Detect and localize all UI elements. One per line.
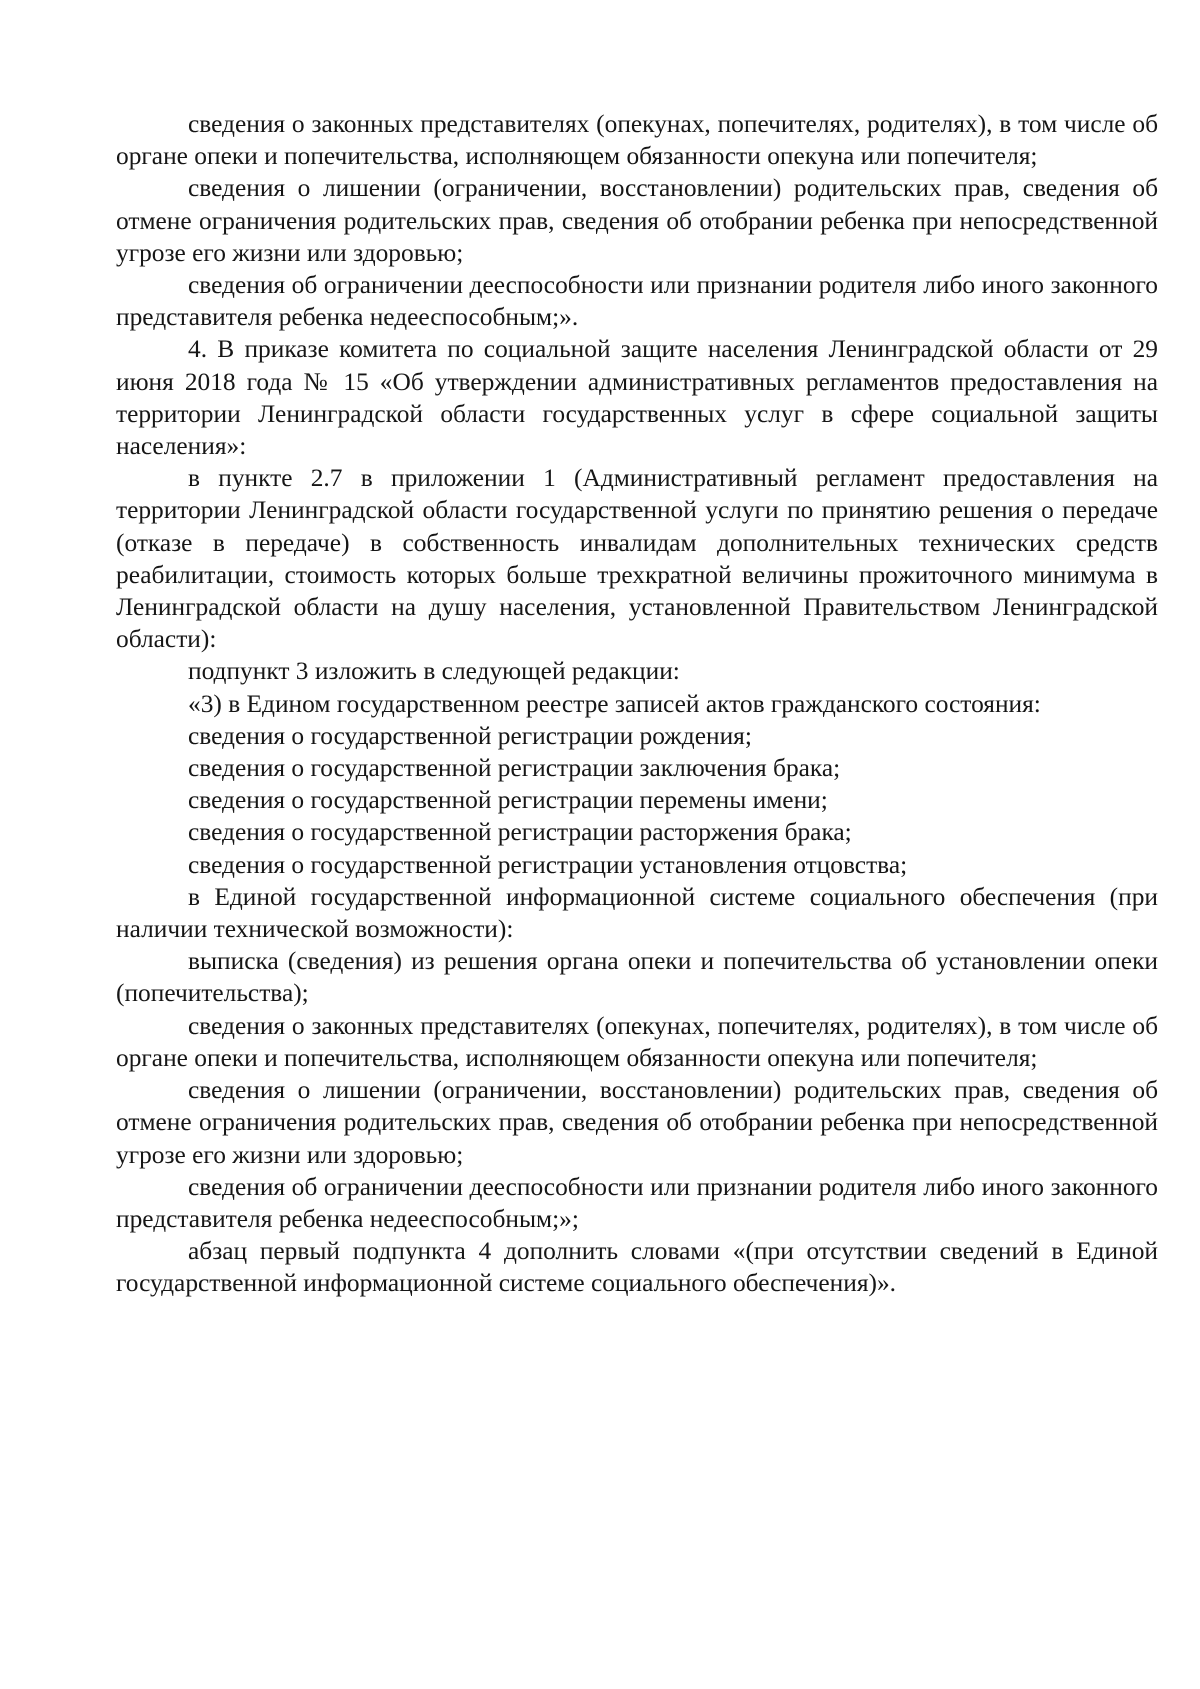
- paragraph-legal-representatives-2: сведения о законных представителях (опекунах, попечителях, родителях), в том числе об органе опеки и попечительства, исполняющем обязанности опекуна или попечителя;: [116, 1011, 1158, 1072]
- paragraph-divorce-registration: сведения о государственной регистрации расторжения брака;: [188, 818, 852, 847]
- paragraph-item-4: 4. В приказе комитета по социальной защите населения Ленинградской области от 29 июня 2018 года № 15 «Об утверждении административных регламентов предоставления на территории Ленинградской области государственных услуг в сфере социальной защиты населения»:: [116, 335, 1158, 461]
- paragraph-guardianship-extract: выписка (сведения) из решения органа опеки и попечительства об установлении опеки (попечительства);: [116, 947, 1158, 1008]
- paragraph-name-change: сведения о государственной регистрации перемены имени;: [188, 786, 828, 815]
- paragraph-social-security-system: в Единой государственной информационной системе социального обеспечения (при наличии технической возможности):: [116, 882, 1158, 944]
- paragraph-deprivation-parental-rights: сведения о лишении (ограничении, восстановлении) родительских прав, сведения об отмене ограничения родительских прав, сведения об отобрании ребенка при непосредственной угрозе его жизни или здоровью;: [116, 174, 1158, 267]
- paragraph-birth-registration: сведения о государственной регистрации рождения;: [188, 721, 752, 750]
- paragraph-clause-2-7: в пункте 2.7 в приложении 1 (Административный регламент предоставления на территории Ленинградской области государственной услуги по принятию решения о передаче (отказе в передаче) в собственность инвалидам дополнительных технических средств реабилитации, стоимость которых больше трехкратной величины прожиточного минимума в Ленинградской области на душу населения, установленной Правительством Ленинградской области):: [116, 464, 1158, 654]
- paragraph-subclause-4-amendment: абзац первый подпункта 4 дополнить словами «(при отсутствии сведений в Единой государственной информационной системе социального обеспечения)».: [116, 1237, 1158, 1298]
- paragraph-legal-capacity-2: сведения об ограничении дееспособности или признании родителя либо иного законного представителя ребенка недееспособным;»;: [116, 1172, 1158, 1233]
- paragraph-legal-representatives: сведения о законных представителях (опекунах, попечителях, родителях), в том числе об органе опеки и попечительства, исполняющем обязанности опекуна или попечителя;: [116, 110, 1158, 171]
- document-body: [116, 108, 1158, 1300]
- paragraph-marriage-registration: сведения о государственной регистрации заключения брака;: [188, 754, 841, 783]
- paragraph-paternity-registration: сведения о государственной регистрации установления отцовства;: [188, 850, 908, 879]
- paragraph-deprivation-parental-rights-2: сведения о лишении (ограничении, восстановлении) родительских прав, сведения об отмене ограничения родительских прав, сведения об отобрании ребенка при непосредственной угрозе его жизни или здоровью;: [116, 1076, 1158, 1169]
- paragraph-civil-registry: «3) в Едином государственном реестре записей актов гражданского состояния:: [188, 689, 1041, 718]
- paragraph-subclause-3-intro: подпункт 3 изложить в следующей редакции:: [188, 657, 680, 686]
- paragraph-legal-capacity: сведения об ограничении дееспособности или признании родителя либо иного законного представителя ребенка недееспособным;».: [116, 271, 1158, 332]
